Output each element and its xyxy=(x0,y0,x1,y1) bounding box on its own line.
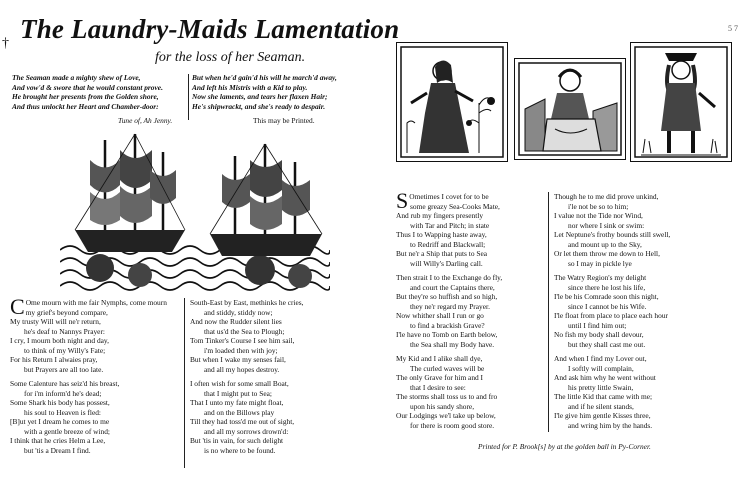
verse-line: they ne'r regard my Prayer. xyxy=(410,301,490,311)
intro-line: He brought her presents from the Golden shore, xyxy=(12,92,159,102)
stanza xyxy=(554,354,670,430)
verse-line: he's deaf to Nannys Prayer: xyxy=(24,326,105,336)
verse-line: and on the Billows play xyxy=(204,407,275,417)
verse-line: that I desire to see: xyxy=(410,382,466,392)
verse-line: That I unto my fate might float, xyxy=(190,398,284,407)
column-divider xyxy=(184,298,185,468)
verse-line: and wring him by the hands. xyxy=(568,420,653,430)
verse-line: but 'tis a Dream I find. xyxy=(24,445,91,455)
permission-line: This may be Printed. xyxy=(253,116,315,125)
verse-line: My trusty Will will ne'r return, xyxy=(10,317,101,326)
verse-line: to find a brackish Grave? xyxy=(410,320,485,330)
verse-line: and mount up to the Sky, xyxy=(568,239,642,249)
verse-column-2 xyxy=(190,298,304,460)
verse-line: his pretty little Swain, xyxy=(568,382,634,392)
verse-line: And ask him why he went without xyxy=(554,373,656,382)
intro-right xyxy=(192,73,337,111)
stanza xyxy=(10,379,151,455)
verse-line: South-East by East, methinks he cries, xyxy=(190,298,304,307)
verse-column-3 xyxy=(396,188,503,435)
stanza xyxy=(396,273,502,349)
intro-line: And thus unlockt her Heart and Chamber-door: xyxy=(12,101,159,111)
verse-line: for there is room good store. xyxy=(410,420,495,430)
verse-line: The curled waves will be xyxy=(410,363,485,373)
verse-line: I cry, I mourn both night and day, xyxy=(10,336,109,345)
verse-line: And rub my fingers presently xyxy=(396,211,484,220)
verse-line: I'le have no Tomb on Earth below, xyxy=(396,330,498,339)
verse-line: I often wish for some small Boat, xyxy=(190,379,289,388)
verse-line: since there he lost his life, xyxy=(568,282,646,292)
verse-line: to Redriff and Blackwall; xyxy=(410,239,486,249)
verse-line: Then strait I to the Exchange do fly, xyxy=(396,273,503,282)
intro-divider xyxy=(188,74,189,120)
verse-line: Ometimes I covet for to be xyxy=(409,192,489,201)
verse-line: Ome mourn with me fair Nymphs, come mourn xyxy=(25,298,167,307)
intro-line: The Seaman made a mighty shew of Love, xyxy=(12,73,141,82)
verse-line: Our Lodgings we'l take up below, xyxy=(396,411,496,420)
verse-line: Though he to me did prove unkind, xyxy=(554,192,659,201)
corner-note: 5 7 xyxy=(728,24,738,33)
verse-line: and court the Captains there, xyxy=(410,282,495,292)
verse-line: upon his sandy shore, xyxy=(410,401,475,411)
drop-cap: S xyxy=(396,188,409,213)
verse-line: but Prayers are all too late. xyxy=(24,364,104,374)
verse-line: so I may in pickle lye xyxy=(568,258,632,268)
verse-line: Till they had toss'd me out of sight, xyxy=(190,417,295,426)
woman-woodcut xyxy=(396,42,508,162)
verse-line: i'le not be so to him; xyxy=(568,201,629,211)
verse-line: But they're so huffish and so high, xyxy=(396,292,498,301)
verse-line: But when I wake my senses fail, xyxy=(190,355,286,364)
verse-column-1 xyxy=(10,294,167,460)
stanza xyxy=(554,273,670,349)
stanza xyxy=(396,188,502,268)
verse-line: my grief's beyond compare, xyxy=(25,307,108,317)
verse-line: Some Calenture has seiz'd his breast, xyxy=(10,379,120,388)
verse-line: And when I find my Lover out, xyxy=(554,354,647,363)
verse-line: and all my sorrows drown'd: xyxy=(204,426,289,436)
verse-line: And now the Rudder silent lies xyxy=(190,317,282,326)
verse-line: The Watry Region's my delight xyxy=(554,273,647,282)
verse-line: i'm loaded then with joy; xyxy=(204,345,278,355)
verse-line: to think of my Willy's Fate; xyxy=(24,345,106,355)
verse-line: and if he silent stands, xyxy=(568,401,634,411)
intro-line: He's shipwrackt, and she's ready to despair. xyxy=(192,101,326,111)
intro-line: Now she laments, and tears her flaxen Hair; xyxy=(192,92,328,102)
verse-line: My Kid and I alike shall dye, xyxy=(396,354,483,363)
verse-line: I think that he cries Helm a Lee, xyxy=(10,436,106,445)
verse-line: nor where I sink or swim: xyxy=(568,220,645,230)
verse-line: I'le be his Comrade soon this night, xyxy=(554,292,659,301)
verse-line: No fish my body shall devour, xyxy=(554,330,644,339)
verse-line: but they shall cast me out. xyxy=(568,339,646,349)
verse-line: that I might put to Sea; xyxy=(204,388,272,398)
intro-line: And left his Mistris with a Kid to play. xyxy=(192,82,308,92)
ballad-subtitle: for the loss of her Seaman. xyxy=(155,50,306,65)
stanza xyxy=(396,354,502,430)
verse-line: until I find him out; xyxy=(568,320,627,330)
verse-line: the Sea shall my Body have. xyxy=(410,339,495,349)
verse-line: some greazy Sea-Cooks Mate, xyxy=(410,201,500,211)
verse-line: But ne'r a Ship that puts to Sea xyxy=(396,249,488,258)
verse-line: I'le float from place to place each hour xyxy=(554,311,668,320)
verse-line: I'le give him gentle Kisses three, xyxy=(554,411,651,420)
verse-line: Let Neptune's frothy bounds still swell, xyxy=(554,230,671,239)
verse-line: his soul to Heaven is fled: xyxy=(24,407,101,417)
margin-mark: † xyxy=(2,36,9,51)
verse-line: and all my hopes destroy. xyxy=(204,364,280,374)
verse-line: The little Kid that came with me; xyxy=(554,392,653,401)
verse-line: The storms shall toss us to and fro xyxy=(396,392,498,401)
ships-woodcut xyxy=(60,130,330,295)
verse-line: for i'm inform'd he's dead; xyxy=(24,388,102,398)
verse-line: is no where to be found. xyxy=(204,445,276,455)
verse-line: will Willy's Darling call. xyxy=(410,258,483,268)
verse-column-4 xyxy=(554,192,670,435)
intro-line: But when he'd gain'd his will he march'd away, xyxy=(192,73,337,82)
gentleman-woodcut xyxy=(630,42,732,162)
stanza xyxy=(10,294,167,374)
ballad-title: The Laundry-Maids Lamentation xyxy=(20,14,400,44)
tune-line: Tune of, Ah Jenny. xyxy=(118,116,173,125)
stanza xyxy=(554,192,670,268)
stanza xyxy=(190,298,304,374)
verse-line: that us'd the Sea to Plough; xyxy=(204,326,285,336)
verse-line: [B]ut yet I dream he comes to me xyxy=(10,417,110,426)
verse-line: Now whither shall I run or go xyxy=(396,311,484,320)
column-divider xyxy=(548,192,549,432)
printer-imprint: Printed for P. Brook[s] by at the golden ball in Py-Corner. xyxy=(478,442,651,451)
drop-cap: C xyxy=(10,294,25,319)
verse-line: The only Grave for him and I xyxy=(396,373,484,382)
seated-woman-woodcut xyxy=(514,58,626,160)
verse-line: Or let them throw me down to Hell, xyxy=(554,249,660,258)
verse-line: with a gentle breeze of wind; xyxy=(24,426,110,436)
stanza xyxy=(190,379,304,455)
intro-line: And vow'd & swore that he would constant prove. xyxy=(12,82,163,92)
verse-line: I softly will complain, xyxy=(568,363,634,373)
verse-line: I value not the Tide nor Wind, xyxy=(554,211,643,220)
verse-line: Some Shark his body has possest, xyxy=(10,398,110,407)
verse-line: and stiddy, stiddy now; xyxy=(204,307,273,317)
verse-line: Thus I to Wapping haste away, xyxy=(396,230,487,239)
verse-line: since I cannot be his Wife. xyxy=(568,301,647,311)
verse-line: with Tar and Pitch; in state xyxy=(410,220,490,230)
verse-line: Tom Tinker's Course I see him sail, xyxy=(190,336,295,345)
verse-line: For his Return I alwaies pray, xyxy=(10,355,98,364)
intro-left xyxy=(12,73,163,111)
verse-line: But 'tis in vain, for such delight xyxy=(190,436,284,445)
